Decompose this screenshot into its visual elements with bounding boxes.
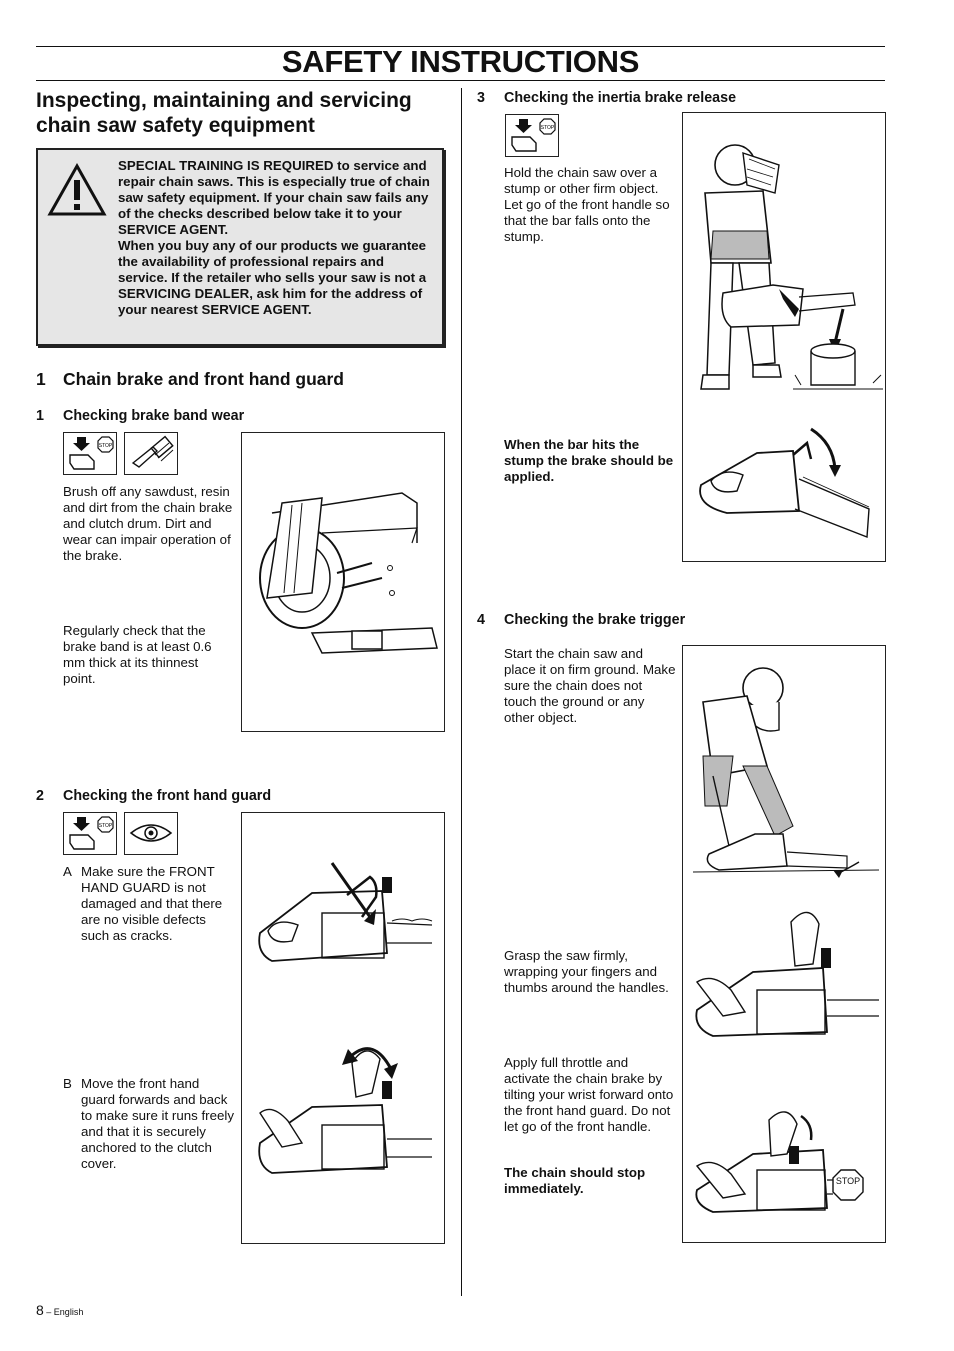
subsection-number: 1	[36, 369, 46, 389]
warning-text	[118, 158, 434, 318]
step3-text-2: When the bar hits the stump the brake should be applied.	[504, 437, 674, 484]
front-hand-guard-illustration	[241, 812, 445, 1244]
step3-text-1: Hold the chain saw over a stump or other firm object. Let go of the front handle so that the bar falls onto the stump.	[504, 165, 670, 244]
step1-title: Checking brake band wear	[63, 408, 245, 424]
brake-band-illustration	[241, 432, 445, 732]
step2-label-a: A	[63, 864, 72, 879]
page-footer	[36, 1302, 83, 1318]
svg-text:STOP: STOP	[98, 823, 113, 829]
warning-text-1: SPECIAL TRAINING IS REQUIRED to service and repair chain saws. This is especially true of chain saw safety equipment. If your chain saw fails any of the checks described below take it to your SERVICE AGENT.	[118, 158, 430, 237]
subsection-title: Chain brake and front hand guard	[63, 369, 344, 389]
step2-title: Checking the front hand guard	[63, 788, 272, 804]
eye-icon	[124, 812, 178, 855]
page-title: SAFETY INSTRUCTIONS	[281, 44, 640, 79]
stop-switch-icon-2	[63, 812, 117, 855]
footer-language: – English	[43, 1307, 84, 1317]
step4-text-4: The chain should stop immediately.	[504, 1165, 646, 1196]
step1-heading	[36, 408, 244, 424]
step2-text-b: Move the front hand guard forwards and back to make sure it runs freely and that it is securely anchored to the clutch cover.	[81, 1076, 234, 1171]
step2-item-a	[63, 864, 235, 944]
step3-number: 3	[477, 90, 485, 106]
step2-label-b: B	[63, 1076, 72, 1091]
step4-text-2: Grasp the saw firmly, wrapping your fingers and thumbs around the handles.	[504, 948, 669, 995]
subsection-heading	[36, 369, 344, 390]
step3-heading	[477, 90, 736, 106]
section-title: Inspecting, maintaining and servicing chain saw safety equipment	[36, 89, 412, 137]
stop-switch-icon	[63, 432, 117, 475]
step2-text-a: Make sure the FRONT HAND GUARD is not damaged and that there are no visible defects such as cracks.	[81, 864, 223, 943]
step4-text-3: Apply full throttle and activate the chain brake by tilting your wrist forward onto the front hand guard. Do not let go of the front handle.	[504, 1055, 674, 1134]
warning-text-2: When you buy any of our products we guarantee the availability of professional repairs and service. If the retailer who sells your saw is not a SERVICING DEALER, ask him for the address of your nearest SERVICE AGENT.	[118, 238, 427, 317]
title-rule	[36, 80, 885, 81]
column-divider	[461, 88, 462, 1296]
brake-trigger-illustration	[682, 645, 886, 1243]
page-number: 8	[36, 1302, 44, 1318]
step1-text-2: Regularly check that the brake band is at least 0.6 mm thick at its thinnest point.	[63, 623, 212, 686]
inertia-brake-illustration	[682, 112, 886, 562]
step4-heading	[477, 612, 685, 628]
step1-number: 1	[36, 408, 44, 424]
warning-triangle-icon	[46, 162, 108, 218]
brush-icon	[124, 432, 178, 475]
step4-title: Checking the brake trigger	[504, 612, 686, 628]
svg-text:STOP: STOP	[540, 125, 555, 131]
step3-title: Checking the inertia brake release	[504, 90, 737, 106]
step4-number: 4	[477, 612, 485, 628]
step2-number: 2	[36, 788, 44, 804]
stop-switch-icon-3	[505, 114, 559, 157]
step4-text-1: Start the chain saw and place it on firm ground. Make sure the chain does not touch the ground or any other object.	[504, 646, 676, 725]
stop-sign-label: STOP	[835, 1176, 861, 1186]
step2-heading	[36, 788, 271, 804]
step2-item-b	[63, 1076, 235, 1172]
step1-text-1: Brush off any sawdust, resin and dirt from the chain brake and clutch drum. Dirt and wear can impair operation of the brake.	[63, 484, 233, 563]
svg-text:STOP: STOP	[98, 443, 113, 449]
warning-box	[36, 148, 444, 346]
